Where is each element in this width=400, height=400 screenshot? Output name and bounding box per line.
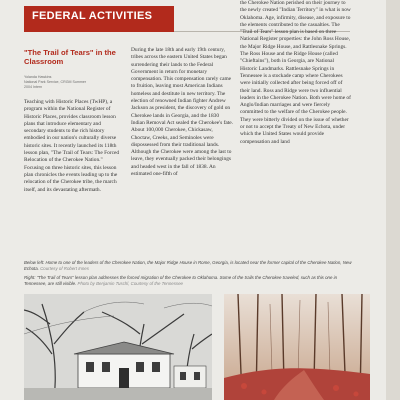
article-title: "The Trail of Tears" in the Classroom bbox=[24, 48, 116, 66]
body-column-2: During the late 18th and early 19th century, tribes across the eastern United States began surrendering their lands to the Federal Government in return for monetary compensation. This compensation rarely came to fruition, leaving most American Indians homeless and destitute in new territory. The election of renowned Indian fighter Andrew Jackson as president, the discovery of gold on Cherokee lands in Georgia, and the 1830 Indian Removal Act sealed the Cherokee's fate. About 100,000 Cherokee, Chickasaw, Choctaw, Creeks, and Seminoles were dispossessed from their traditional lands. Although the Cherokee were among the last to leave, they eventually packed their belongings and headed west in the fall of 1838. An estimated one-fifth of bbox=[131, 47, 234, 178]
byline bbox=[24, 75, 122, 90]
caption-text: Below left: Home to one of the leaders of the Cherokee Nation, the Major Ridge House in Rome, Georgia, is located near the former capital of the Cherokee Nation, New Echota. bbox=[24, 260, 352, 271]
ridge-house-image bbox=[24, 294, 212, 400]
trail-image bbox=[224, 294, 370, 400]
caption-below-left bbox=[24, 260, 359, 271]
section-title: FEDERAL ACTIVITIES bbox=[32, 10, 153, 22]
page-edge bbox=[386, 0, 400, 400]
byline-affiliation: National Park Service, CRGM Summer bbox=[24, 80, 87, 84]
caption-credit: Courtesy of Robert Innes bbox=[40, 265, 89, 271]
body-column-1: Teaching with Historic Places (TwHP), a program within the National Register of Historic Places, provides classroom lesson plans that introduce elementary and secondary students to the rich history embodied in our nation's culturally diverse historic sites. It recently launched its 118th lesson plan, "The Trail of Tears: The Forced Relocation of the Cherokee Nation." Focusing on three historic sites, this lesson plan chronicles the events leading up to the relocation of the Cherokee tribe, the march itself, and its devastating aftermath. bbox=[24, 99, 120, 193]
byline-author: Yolanda Hawkins bbox=[24, 75, 52, 79]
caption-text: Right: "The Trail of Tears" lesson plan addresses the forced migration of the Cherokee to Oklahoma. Some of the trails the Cherokee traveled, such as this one in Tennessee, are still visible. bbox=[24, 275, 338, 286]
ridge-house-photo bbox=[24, 294, 212, 400]
trail-photo bbox=[224, 294, 370, 400]
caption-right bbox=[24, 275, 359, 286]
byline-year: 2004 Intern bbox=[24, 85, 43, 89]
body-column-3: the Cherokee Nation perished on their journey to the newly created "Indian Territory" in what is now Oklahoma. Age, infirmity, disease, and exposure to the elements contributed to the casualties. The "Trail of Tears" lesson plan is based on three National Register properties: the John Ross House, the Major Ridge House, and Rattlesnake Springs. The Ross House and the Ridge House (called "Chieftains"), both in Georgia, are National Historic Landmarks. Rattlesnake Springs in Tennessee is a stockade camp where Cherokees were initially collected after being forced off of their land. Ross and Ridge were two influential leaders in the Cherokee Nation. Both were home of Anglo/Indian marriages and were fiercely committed to the welfare of the Cherokee people. They were bitterly divided on the issue of whether or not to accept the Treaty of New Echota, under which the United States would provide compensation and land bbox=[240, 0, 351, 145]
caption-credit: Photo by Benjamin Tuschl, Courtesy of the Tennessee bbox=[77, 280, 183, 286]
